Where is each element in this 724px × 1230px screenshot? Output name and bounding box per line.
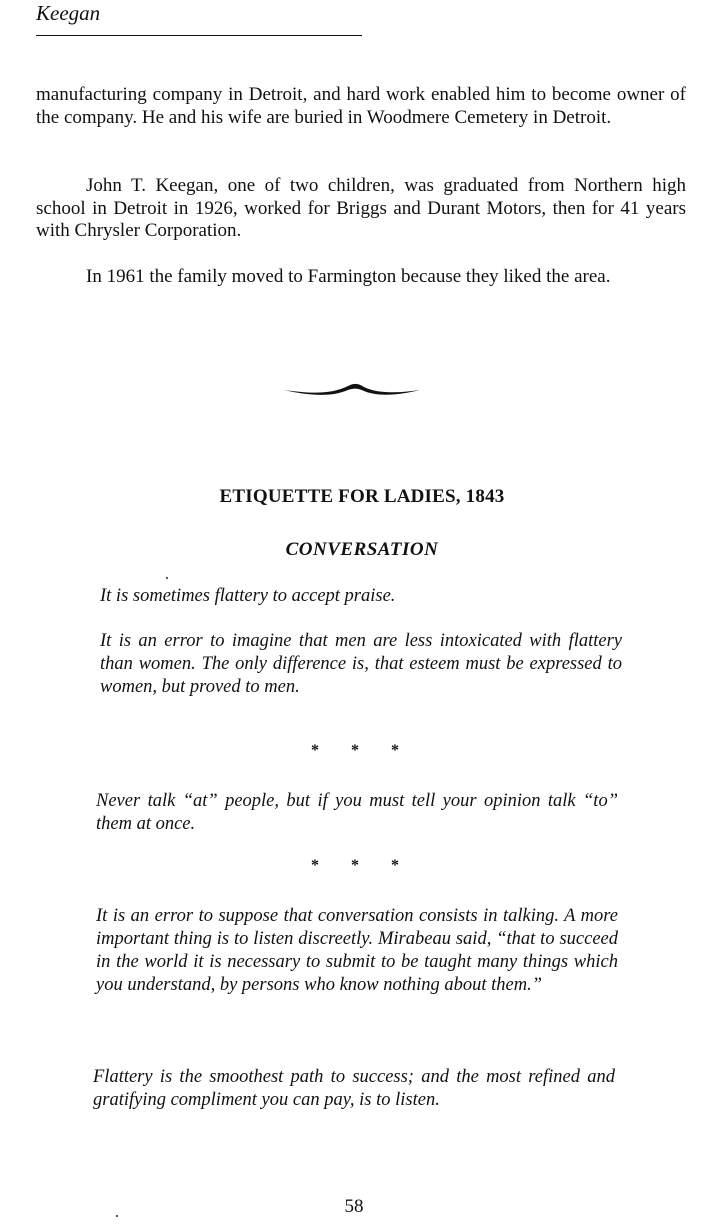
ornament-swash [282, 380, 422, 400]
separator-stars: * * * [311, 857, 413, 874]
section-subtitle: CONVERSATION [285, 539, 439, 560]
running-head: Keegan [36, 1, 101, 25]
quote-5: Flattery is the smoothest path to success; and the most refined and gratifying compliment you can pay, is to listen. [93, 1067, 615, 1110]
quote-2: It is an error to imagine that men are less intoxicated with flattery than women. The only difference is, that esteem must be expressed to women, but proved to men. [100, 631, 622, 697]
quote-3: Never talk “at” people, but if you must tell your opinion talk “to” them at once. [96, 791, 618, 834]
body-paragraph-1: manufacturing company in Detroit, and hard work enabled him to become owner of the company. He and his wife are buried in Woodmere Cemetery in Detroit. [36, 84, 686, 128]
quote-1: It is sometimes flattery to accept praise. [100, 586, 396, 606]
body-paragraph-3: In 1961 the family moved to Farmington because they liked the area. [86, 266, 611, 287]
header-rule [36, 35, 362, 36]
speck [166, 577, 168, 579]
quote-4: It is an error to suppose that conversation consists in talking. A more important thing is to listen discreetly. Mirabeau said, “that to succeed in the world it is necessary to submit to be taught many things which you understand, by persons who know nothing about them.” [96, 906, 618, 995]
separator-stars: * * * [311, 742, 413, 759]
page-number: 58 [344, 1196, 364, 1217]
body-paragraph-2: John T. Keegan, one of two children, was graduated from Northern high school in Detroit in 1926, worked for Briggs and Durant Motors, then for 41 years with Chrysler Corporation. [36, 175, 686, 241]
section-title: ETIQUETTE FOR LADIES, 1843 [219, 486, 505, 507]
speck [116, 1215, 118, 1217]
